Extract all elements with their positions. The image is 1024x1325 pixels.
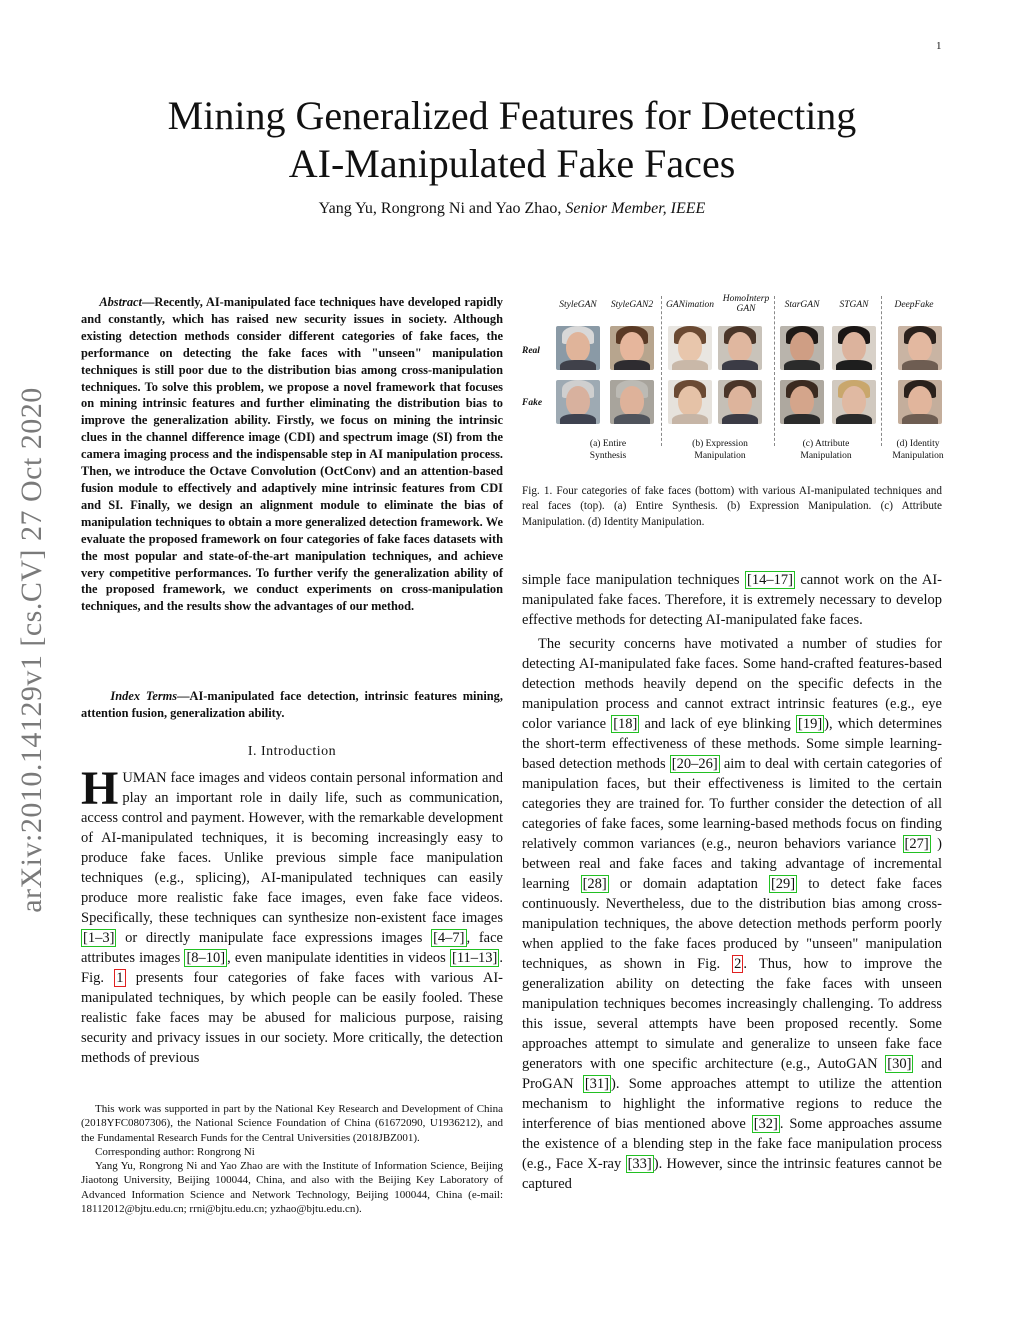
- index-terms-lead: Index Terms: [110, 689, 178, 703]
- citation-link[interactable]: [8–10]: [186, 950, 226, 966]
- abstract: [81, 294, 503, 615]
- intro-text: , even manipulate identities in videos: [227, 950, 451, 966]
- paper-title: [80, 92, 944, 188]
- method-label: GANimation: [665, 300, 715, 310]
- title-line-1: Mining Generalized Features for Detecting: [167, 93, 857, 138]
- intro-text: presents four categories of fake faces with various AI-manipulated techniques, by which people can be easily fooled. These realistic fake faces may be abused for malicious purpose, raising security and privacy issues in our society. More critically, the detection methods of previous: [81, 970, 504, 1066]
- author-names: Yang Yu, Rongrong Ni and Yao Zhao,: [318, 200, 566, 217]
- method-label: StyleGAN2: [610, 300, 654, 310]
- face-image-real: [668, 326, 712, 370]
- citation-link[interactable]: [32]: [753, 1116, 778, 1132]
- index-terms-text: —AI-manipulated face detection, intrinsic features mining, attention fusion, generalization ability.: [81, 689, 503, 720]
- category-label: (b) Expression Manipulation: [692, 439, 748, 461]
- citation-link[interactable]: [14–17]: [747, 572, 793, 588]
- citation-link[interactable]: [28]: [582, 876, 607, 892]
- footnotes: [81, 1102, 503, 1216]
- face-image-fake: [780, 380, 824, 424]
- figure-caption: Fig. 1. Four categories of fake faces (bottom) with various AI-manipulated techniques and real faces (top). (a) Entire Synthesis. (b) Expression Manipulation. (c) Attribute Manipulation. (d) Identity Manipulation.: [522, 485, 942, 528]
- figure-reference-link[interactable]: 2: [734, 956, 742, 972]
- introduction-paragraph: [81, 762, 504, 1068]
- method-label: StarGAN: [784, 300, 820, 310]
- category-label: (c) Attribute Manipulation: [800, 439, 852, 461]
- row-label-fake: Fake: [522, 398, 543, 408]
- intro-text: UMAN face images and videos contain personal information and play an important role in daily life, such as communication, access control and payment. However, with the remarkable development of AI-manipulated techniques, it is becoming increasingly easy to produce fake faces. Unlike previous simple face manipulation techniques (e.g., splicing), AI-manipulated techniques can easily produce more realistic fake face images, even fake face videos. Specifically, these techniques can synthesize non-existent face images: [81, 770, 503, 926]
- citation-link[interactable]: [18]: [613, 716, 638, 732]
- face-image-fake: [610, 380, 654, 424]
- face-image-fake: [556, 380, 600, 424]
- corresponding-author-footnote: Corresponding author: Rongrong Ni: [95, 1145, 255, 1158]
- section-heading-introduction: I. Introduction: [247, 744, 337, 759]
- citation-link[interactable]: [33]: [627, 1156, 652, 1172]
- figure-reference-link[interactable]: 1: [116, 970, 124, 986]
- category-divider: [881, 296, 882, 446]
- body-text: ), which determines the short-term effectiveness of these methods. Some simple learning-based detection methods: [522, 716, 942, 772]
- face-image-real: [610, 326, 654, 370]
- body-text: ) between real and fake faces and taking advantage of incremental learning: [522, 836, 942, 892]
- abstract-lead: Abstract: [99, 295, 142, 309]
- index-terms: [81, 688, 503, 722]
- body-text: and lack of eye blinking: [639, 716, 796, 732]
- face-image-real: [832, 326, 876, 370]
- arxiv-identifier: [12, 350, 52, 950]
- drop-cap: H: [81, 762, 119, 815]
- citation-link[interactable]: [29]: [770, 876, 796, 892]
- body-text: aim to deal with certain categories of manipulation faces, but their effectiveness is limited to the certain categories they are trained for. To further consider the detection of all categories of fake faces, some learning-based methods focus on finding relatively common variances (e.g., neuron behaviors variance: [522, 756, 943, 852]
- body-text: The security concerns have motivated a number of studies for detecting AI-manipulated fake faces. Some hand-crafted features-based detection methods heavily depend on the specific defects in the manipulation process and cannot extract intrinsic features (e.g., eye color variance: [522, 636, 942, 732]
- face-image-real: [718, 326, 762, 370]
- body-text: . Thus, how to improve the generalization ability on detecting the fake faces with unseen manipulation techniques becomes increasingly challenging. To address this issue, several attempts have been proposed recently. Some approaches attempt to simulate and generalize to unseen fake face generators with one specific architecture (e.g., AutoGAN: [522, 956, 943, 1072]
- body-text: ). However, since the intrinsic features cannot be captured: [522, 1156, 942, 1192]
- citation-link[interactable]: [31]: [584, 1076, 609, 1092]
- citation-link[interactable]: [1–3]: [83, 930, 115, 946]
- face-image-fake: [668, 380, 712, 424]
- author-role: Senior Member, IEEE: [565, 200, 706, 217]
- body-text: cannot work on the AI-manipulated fake faces. Therefore, it is extremely necessary to develop effective methods for detecting AI-manipulated fake faces.: [522, 572, 942, 628]
- page-number: 1: [936, 40, 942, 52]
- body-text: . Some approaches assume the existence of a blending step in the fake face manipulation process (e.g., Face X-ray: [522, 1116, 942, 1172]
- funding-footnote: This work was supported in part by the National Key Research and Development of China (2018YFC0807306), the National Science Foundation of China (61672090, U1936212), and the Fundamental Research Funds for the Central Universities (2018JBZ001).: [81, 1103, 503, 1144]
- category-divider: [661, 296, 662, 446]
- affiliation-footnote: Yang Yu, Rongrong Ni and Yao Zhao are with the Institute of Information Science, Beijing Jiaotong University, Beijing 100044, China, and also with the Beijing Key Laboratory of Advanced Information Science and Network Technology, Beijing 100044, China (e-mail: 18112012@bjtu.edu.cn; rrni@bjtu.edu.cn; yzhao@bjtu.edu.cn).: [81, 1160, 503, 1216]
- title-line-2: AI-Manipulated Fake Faces: [288, 141, 736, 186]
- abstract-text: —Recently, AI-manipulated face techniques have developed rapidly and constantly, which has raised new security issues in society. Although existing detection methods consider different categories of fake faces, the performance on detecting the fake faces with "unseen" manipulation techniques is still poor due to the distribution bias among cross-manipulation techniques. To solve this problem, we propose a novel framework that focuses on mining intrinsic features and further eliminating the distribution bias to improve the generalization ability. Firstly, we focus on mining the intrinsic clues in the channel difference image (CDI) and spectrum image (SI) from the camera imaging process and the indispensable step in AI manipulation process. Then, we introduce the Octave Convolution (OctConv) and an attention-based fusion module to effectively and adaptively mine intrinsic features from CDI and SI. Finally, we design an alignment module to eliminate the bias of manipulation techniques to obtain a more generalized detection framework. We evaluate the proposed framework on four categories of fake faces datasets with the most popular and state-of-the-art manipulation techniques, and achieve very competitive performances. To further verify the generalization ability of the proposed framework, we conduct experiments on cross-manipulation techniques, and the results show the advantages of our method.: [81, 295, 503, 614]
- category-label: (d) Identity Manipulation: [892, 439, 944, 461]
- category-label: (a) Entire Synthesis: [589, 439, 627, 461]
- author-list: [80, 200, 944, 218]
- paragraph: [522, 634, 942, 1194]
- intro-text: . Fig.: [81, 950, 504, 986]
- method-label: HomoInterp GAN: [722, 294, 770, 314]
- citation-link[interactable]: [30]: [887, 1056, 912, 1072]
- citation-link[interactable]: [11–13]: [452, 950, 498, 966]
- method-label: DeepFake: [894, 300, 934, 310]
- face-image-fake: [832, 380, 876, 424]
- intro-text: , face attributes images: [81, 930, 503, 966]
- face-image-real: [780, 326, 824, 370]
- face-image-fake: [718, 380, 762, 424]
- paragraph: [522, 570, 942, 630]
- body-text: and ProGAN: [522, 1056, 943, 1092]
- citation-link[interactable]: [19]: [797, 716, 823, 732]
- method-label: StyleGAN: [559, 300, 597, 310]
- method-label: STGAN: [839, 300, 869, 310]
- right-column-body: [522, 570, 942, 1194]
- body-text: simple face manipulation techniques: [522, 572, 745, 588]
- body-text: or domain adaptation: [608, 876, 769, 892]
- figure-1: [520, 292, 956, 472]
- category-divider: [774, 296, 775, 446]
- body-text: to detect fake faces continuously. Nevertheless, due to the distribution bias among cross-manipulation techniques, the above detection methods perform poorly when applied to the fake faces produced by "unseen" manipulation techniques, as shown in Fig.: [522, 876, 943, 972]
- arxiv-identifier-text: arXiv:2010.14129v1 [cs.CV] 27 Oct 2020: [15, 387, 48, 913]
- citation-link[interactable]: [4–7]: [433, 930, 465, 946]
- citation-link[interactable]: [20–26]: [671, 756, 718, 772]
- intro-text: or directly manipulate face expressions images: [116, 930, 432, 946]
- face-image-real: [898, 326, 942, 370]
- face-image-real: [556, 326, 600, 370]
- body-text: ). Some approaches attempt to utilize the attention mechanism to highlight the informative regions to reduce the interference of bias mentioned above: [522, 1076, 942, 1132]
- citation-link[interactable]: [27]: [904, 836, 929, 852]
- row-label-real: Real: [522, 346, 540, 356]
- face-image-fake: [898, 380, 942, 424]
